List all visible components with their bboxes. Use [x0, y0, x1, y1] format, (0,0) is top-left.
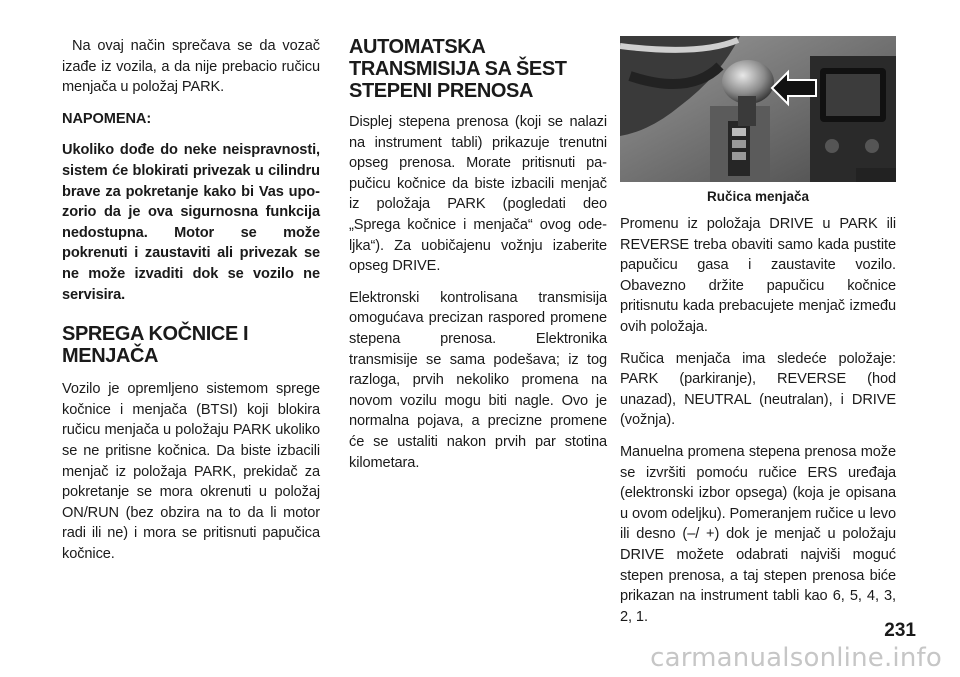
paragraph-display: Displej stepena prenosa (koji se nalazi na instrument tabli) prikazuje trenutni opseg prenosa. Morate pritisnuti papučicu kočnice da biste izbacili menjač iz položaja PARK (pogledati deo „Sprega kočnice i menjača“ ovog odeljka“). Za uobičajenu vožnju izaberite opseg DRIVE.: [349, 114, 607, 275]
section-heading-transmission: AUTOMATSKA TRANSMISIJA SA ŠEST STEPENI PRENOSA: [349, 36, 567, 102]
section-heading-btsi: SPREGA KOČNICE I MENJAČA: [62, 323, 249, 368]
page-number: 231: [884, 620, 916, 641]
paragraph-positions: Ručica menjača ima sledeće položaje: PARK (parkiranje), REVERSE (hod unazad), NEUTRAL (neutralan), i DRIVE (vožnja).: [620, 350, 896, 429]
paragraph-drive-to-park: Promenu iz položaja DRIVE u PARK ili REVERSE treba obaviti samo kada pustite papučicu gasa i zaustavite vozilo. Obavezno držite papučicu kočnice pritisnutu kada prebacujete menjač između ovih položaja.: [620, 216, 896, 335]
paragraph-btsi: Vozilo je opremljeno sistemom sprege kočnice i menjača (BTSI) koji blokira ručicu menjača u položaju PARK ukoliko se ne pritisne kočnica. Da biste izbacili menjač iz položaja PARK, prekidač za pokretanje se mora okrenuti u položaj ON/RUN (bez obzira na to da li motor radi ili ne) i mora se pritisnuti papučica kočnice.: [62, 381, 320, 562]
watermark: carmanualsonline.info: [650, 643, 942, 673]
note-heading: NAPOMENA:: [62, 110, 152, 127]
paragraph-manual-shift: Manuelna promena stepena prenosa može se izvršiti pomoću ručice ERS uređaja (elektronski izbor opsega) (koja je opisana u ovom odeljku). Pomeranjem ručice u levo ili desno (–/ +) dok je menjač u položaju DRIVE možete odabrati najviši moguć stepen prenosa, a taj stepen prenosa biće prikazan na instrument tabli kao 6, 5, 4, 3, 2, 1.: [620, 443, 896, 625]
column-left: [62, 36, 320, 575]
column-middle: [349, 36, 607, 484]
gear-shift-photo-illustration: [620, 36, 896, 182]
gear-shift-photo: [620, 36, 896, 182]
note-text: Ukoliko dođe do neke neispravnosti, sistem će blokirati privezak u cilindru brave za pokretanje kako bi Vas upozorio da je ova sigurnosna funkcija nedostupna. Motor se može pokrenuti i zaustaviti ali privezak se ne može izvaditi dok se vozilo ne servisira.: [62, 142, 320, 303]
paragraph-electronics: Elektronski kontrolisana transmisija omogućava precizan raspored promene stepena prenosa. Elektronika transmisije se sama podešava; iz tog razloga, prvih nekoliko promena na novom vozilu mogu biti nagle. Ovo je normalna pojava, a precizne promene će se ustaliti nakon prvih par stotina kilometara.: [349, 289, 607, 471]
paragraph-intro: Na ovaj način sprečava se da vozač izađe iz vozila, a da nije prebacio ručicu menjača u položaj PARK.: [62, 38, 320, 96]
figure-caption: Ručica menjača: [706, 189, 810, 204]
column-right: [620, 36, 896, 638]
